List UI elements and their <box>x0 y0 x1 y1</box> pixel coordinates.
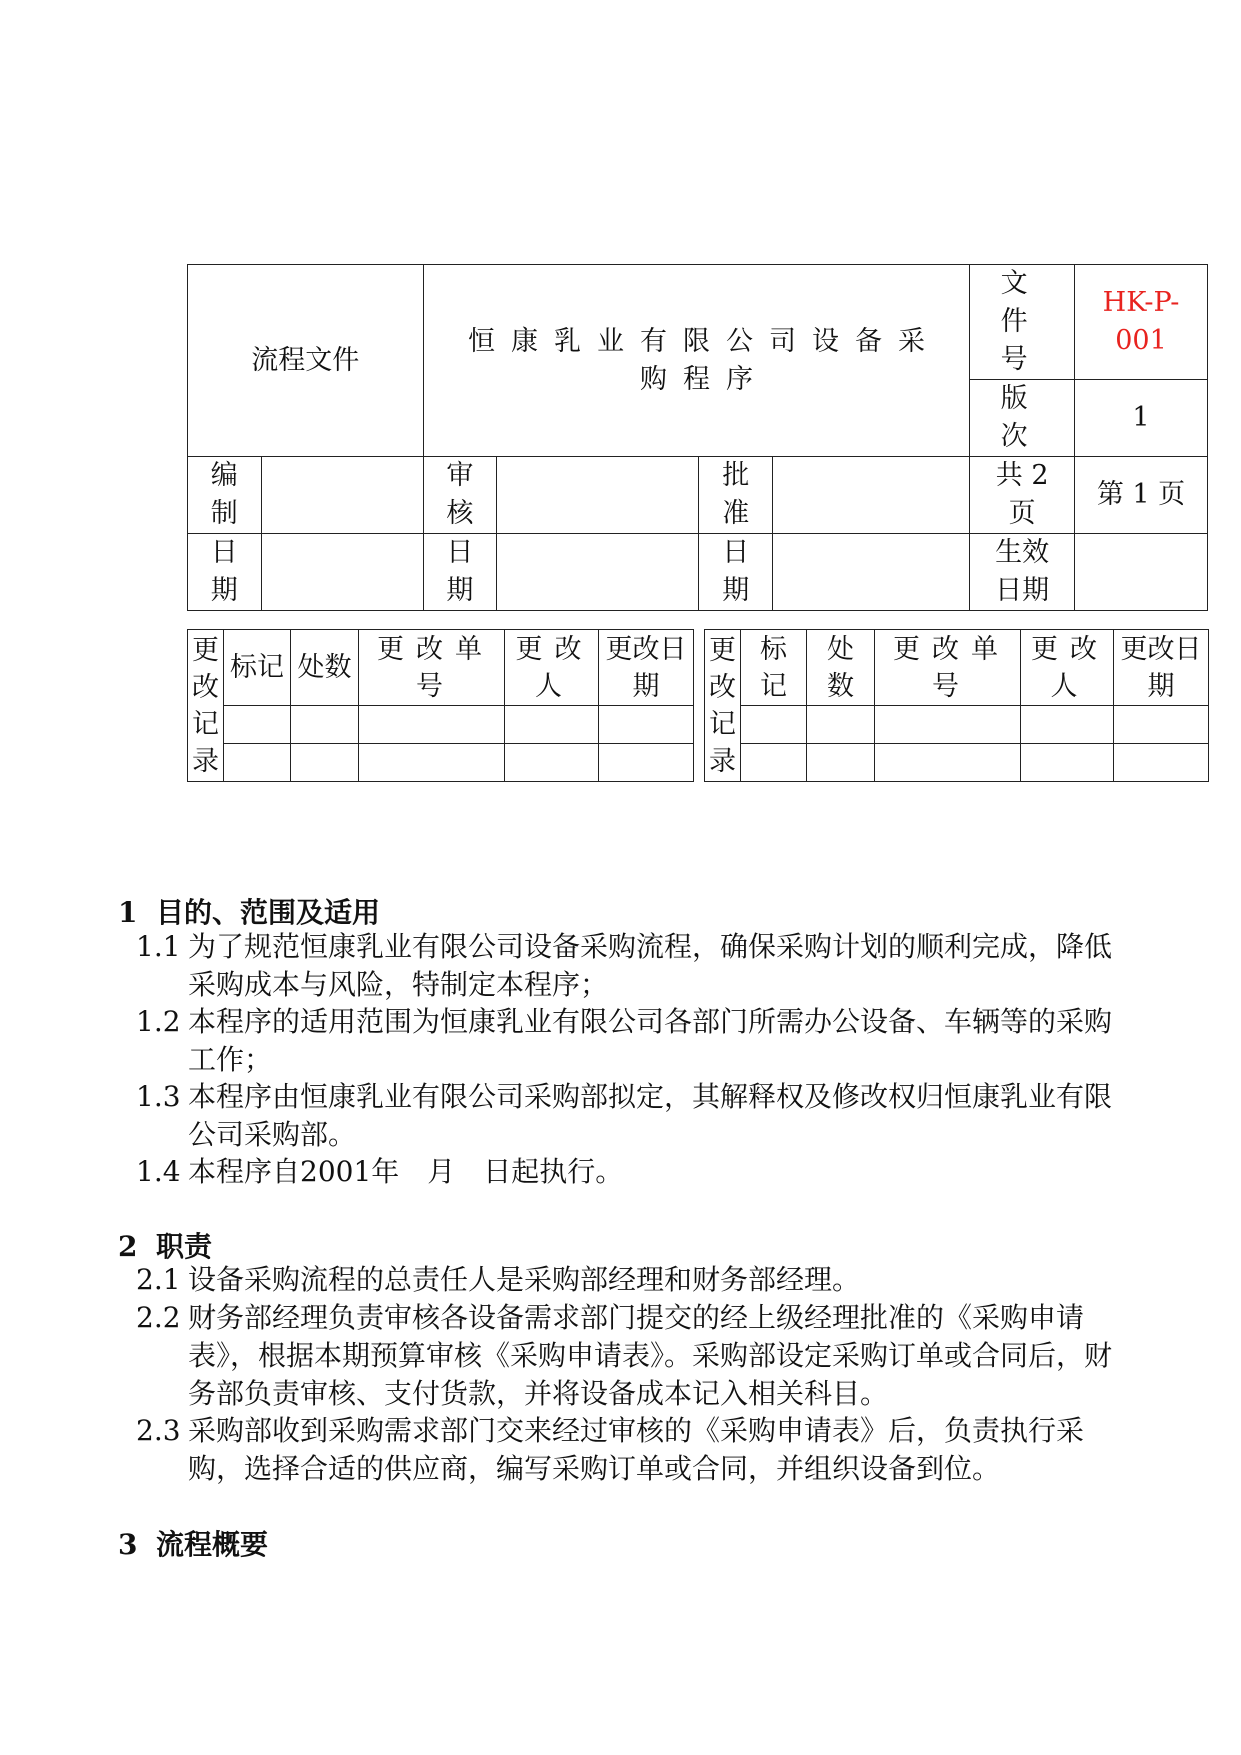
section-title: 流程概要 <box>156 1528 269 1561</box>
doc-title: 恒康乳业有限公司设备采购程序 <box>423 265 970 457</box>
cell <box>599 706 694 744</box>
item-number: 1.1 <box>136 930 181 963</box>
section-number: 3 <box>118 1528 138 1561</box>
change-record-table-left <box>187 629 694 782</box>
change-record-table-right <box>704 629 1209 782</box>
col-header-changer: 更改人 <box>1021 630 1114 706</box>
section-number: 2 <box>118 1230 138 1263</box>
item-text: 采购部收到采购需求部门交来经过审核的《采购申请表》后，负责执行采购，选择合适的供应商，编写采购订单或合同，并组织设备到位。 <box>188 1414 1085 1485</box>
date-label-2: 日期 <box>423 534 497 611</box>
reviewed-value <box>497 457 699 534</box>
cell <box>291 706 359 744</box>
section-heading <box>118 1225 212 1265</box>
list-item <box>136 928 1126 1004</box>
cell <box>741 706 807 744</box>
doc-type: 流程文件 <box>188 265 424 457</box>
compiled-value <box>261 457 423 534</box>
col-header-change-date: 更改日期 <box>599 630 694 706</box>
change-record-label: 更改记录 <box>188 630 224 782</box>
cell <box>807 744 875 782</box>
cell <box>741 744 807 782</box>
cell <box>1114 706 1209 744</box>
cell <box>1021 706 1114 744</box>
total-pages: 共 2 页 <box>970 457 1075 534</box>
doc-no-value: HK-P-001 <box>1075 265 1208 380</box>
approved-label: 批准 <box>699 457 773 534</box>
item-text: 本程序由恒康乳业有限公司采购部拟定，其解释权及修改权归恒康乳业有限公司采购部。 <box>188 1080 1113 1151</box>
cell <box>875 706 1021 744</box>
cell <box>224 706 291 744</box>
item-number: 1.2 <box>136 1005 181 1038</box>
list-item <box>136 1261 1126 1299</box>
cell <box>1114 744 1209 782</box>
col-header-mark: 标记 <box>224 630 291 706</box>
date-value-2 <box>497 534 699 611</box>
item-number: 2.2 <box>136 1301 181 1334</box>
item-text: 为了规范恒康乳业有限公司设备采购流程，确保采购计划的顺利完成，降低采购成本与风险，特制定本程序； <box>188 930 1113 1001</box>
col-header-count: 处数 <box>291 630 359 706</box>
list-item <box>136 1299 1126 1413</box>
item-text: 本程序自2001年 月 日起执行。 <box>188 1155 624 1188</box>
item-text: 设备采购流程的总责任人是采购部经理和财务部经理。 <box>188 1263 861 1296</box>
cell <box>505 706 599 744</box>
col-header-change-date: 更改日期 <box>1114 630 1209 706</box>
cell <box>291 744 359 782</box>
cell <box>505 744 599 782</box>
col-header-change-no: 更改单号 <box>875 630 1021 706</box>
effective-date-label: 生效日期 <box>970 534 1075 611</box>
change-record-label: 更改记录 <box>705 630 741 782</box>
item-number: 1.4 <box>136 1155 181 1188</box>
cell <box>599 744 694 782</box>
version-label: 版次 <box>970 380 1075 457</box>
cell <box>359 744 505 782</box>
section-heading <box>118 891 380 931</box>
date-label-3: 日期 <box>699 534 773 611</box>
col-header-changer: 更改人 <box>505 630 599 706</box>
item-text: 本程序的适用范围为恒康乳业有限公司各部门所需办公设备、车辆等的采购工作； <box>188 1005 1113 1076</box>
item-number: 2.3 <box>136 1414 181 1447</box>
cell <box>875 744 1021 782</box>
list-item <box>136 1412 1126 1488</box>
reviewed-label: 审核 <box>423 457 497 534</box>
date-value-3 <box>772 534 969 611</box>
list-item <box>136 1153 1126 1191</box>
page-number: 第 1 页 <box>1075 457 1208 534</box>
list-item <box>136 1003 1126 1079</box>
cell <box>807 706 875 744</box>
date-label-1: 日期 <box>188 534 262 611</box>
item-number: 1.3 <box>136 1080 181 1113</box>
compiled-label: 编制 <box>188 457 262 534</box>
effective-date-value <box>1075 534 1208 611</box>
list-item <box>136 1078 1126 1154</box>
section-title: 目的、范围及适用 <box>156 896 381 929</box>
version-value: 1 <box>1075 380 1208 457</box>
col-header-change-no: 更改单号 <box>359 630 505 706</box>
item-number: 2.1 <box>136 1263 181 1296</box>
section-heading <box>118 1523 268 1563</box>
item-text: 财务部经理负责审核各设备需求部门提交的经上级经理批准的《采购申请表》，根据本期预算审核《采购申请表》。采购部设定采购订单或合同后，财务部负责审核、支付货款，并将设备成本记入相关科目。 <box>188 1301 1113 1410</box>
cell <box>359 706 505 744</box>
cell <box>224 744 291 782</box>
approved-value <box>772 457 969 534</box>
section-title: 职责 <box>156 1230 213 1263</box>
document-header-table <box>187 264 1208 611</box>
date-value-1 <box>261 534 423 611</box>
section-number: 1 <box>118 896 138 929</box>
col-header-count: 处数 <box>807 630 875 706</box>
doc-no-label: 文件号 <box>970 265 1075 380</box>
col-header-mark: 标记 <box>741 630 807 706</box>
cell <box>1021 744 1114 782</box>
